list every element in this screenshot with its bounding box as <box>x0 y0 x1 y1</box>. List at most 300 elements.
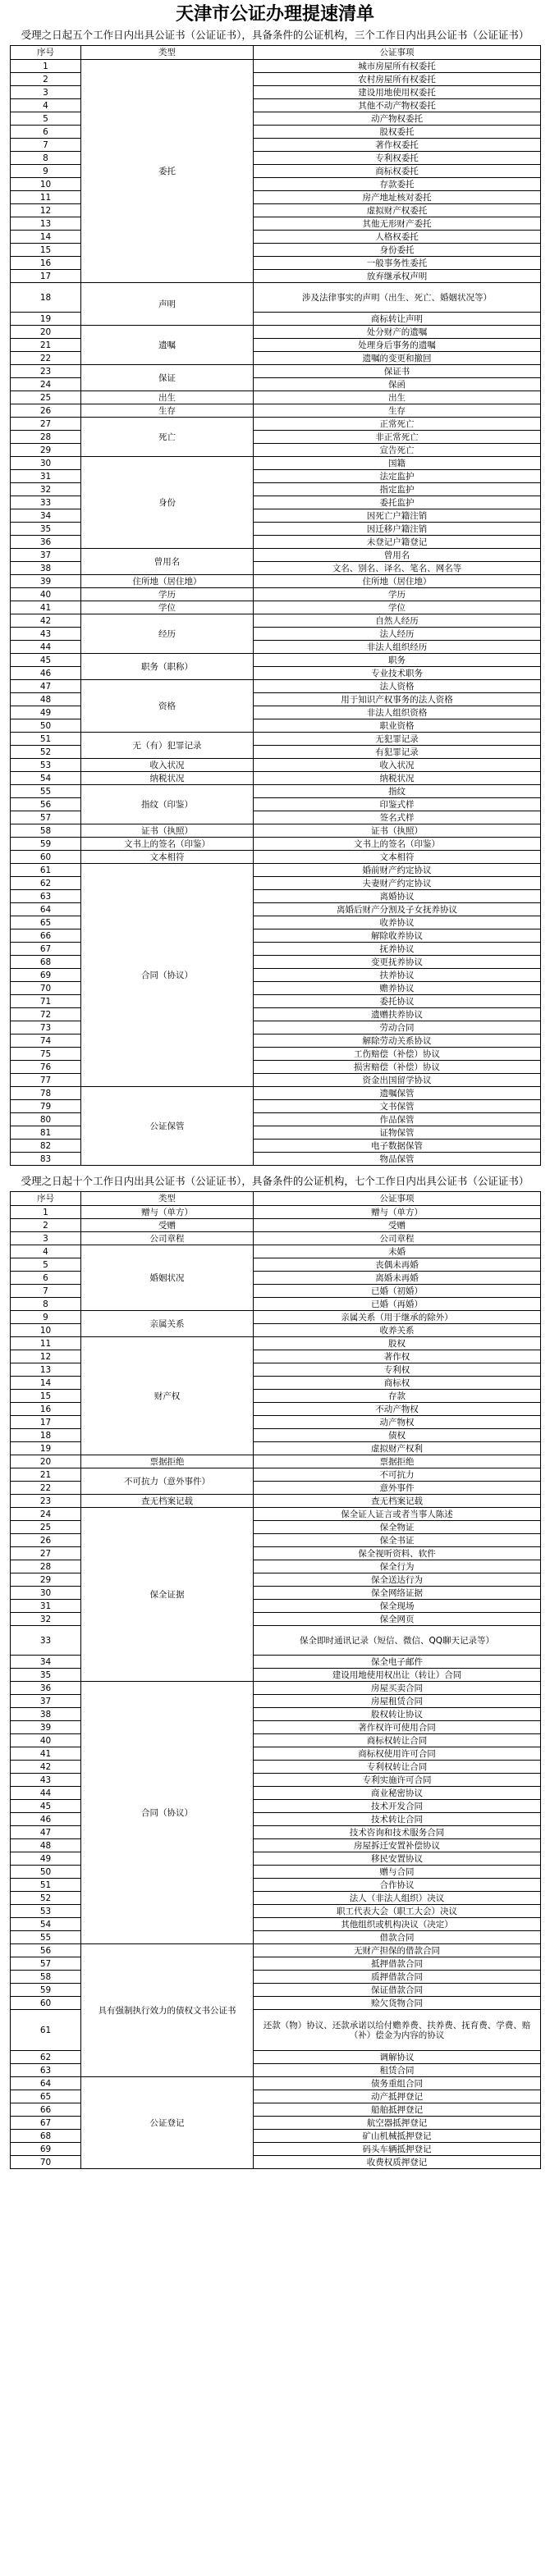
row-number: 18 <box>11 1429 81 1442</box>
row-number: 11 <box>11 191 81 204</box>
section-1-rows <box>11 60 541 1166</box>
row-item: 因死亡户籍注销 <box>254 509 541 523</box>
table-row <box>11 575 541 588</box>
row-number: 34 <box>11 1656 81 1669</box>
row-type: 指纹（印鉴） <box>81 785 254 824</box>
row-item: 指纹 <box>254 785 541 798</box>
table-row <box>11 1495 541 1508</box>
row-number: 2 <box>11 73 81 86</box>
row-number: 55 <box>11 785 81 798</box>
row-type: 婚姻状况 <box>81 1245 254 1311</box>
table-row <box>11 1219 541 1232</box>
section-1-heading: 受理之日起五个工作日内出具公证书（公证证书），具备条件的公证机构，三个工作日内出具公证书（公证证书） <box>21 29 529 41</box>
row-number: 35 <box>11 523 81 536</box>
row-item: 保全送达行为 <box>254 1573 541 1587</box>
row-type: 死亡 <box>81 418 254 457</box>
row-number: 40 <box>11 1734 81 1747</box>
row-number: 10 <box>11 1324 81 1337</box>
row-number: 2 <box>11 1219 81 1232</box>
row-item: 出生 <box>254 391 541 404</box>
row-number: 59 <box>11 1984 81 1997</box>
row-number: 67 <box>11 943 81 956</box>
row-item: 赠与合同 <box>254 1866 541 1879</box>
row-type: 具有强制执行效力的债权文书公证书 <box>81 1944 254 2077</box>
row-number: 52 <box>11 746 81 759</box>
row-number: 50 <box>11 719 81 733</box>
row-number: 77 <box>11 1074 81 1087</box>
row-item: 移民安置协议 <box>254 1852 541 1866</box>
row-number: 4 <box>11 1245 81 1258</box>
row-type: 委托 <box>81 60 254 283</box>
row-number: 69 <box>11 969 81 982</box>
row-item: 放弃继承权声明 <box>254 270 541 283</box>
row-item: 建设用地使用权委托 <box>254 86 541 99</box>
row-item: 专利实施许可合同 <box>254 1774 541 1787</box>
row-number: 64 <box>11 903 81 916</box>
table-row <box>11 60 541 73</box>
row-number: 58 <box>11 824 81 838</box>
row-item: 质押借款合同 <box>254 1971 541 1984</box>
row-number: 1 <box>11 60 81 73</box>
row-item: 赠与（单方） <box>254 1206 541 1219</box>
row-type: 无（有）犯罪记录 <box>81 733 254 759</box>
row-number: 7 <box>11 1285 81 1298</box>
row-number: 44 <box>11 641 81 654</box>
row-item: 收入状况 <box>254 759 541 772</box>
row-item: 非正常死亡 <box>254 431 541 444</box>
row-item: 码头车辆抵押登记 <box>254 2143 541 2156</box>
row-item: 文名、别名、译名、笔名、网名等 <box>254 562 541 575</box>
row-item: 房屋租赁合同 <box>254 1695 541 1708</box>
row-number: 31 <box>11 1600 81 1613</box>
row-number: 76 <box>11 1061 81 1074</box>
row-number: 66 <box>11 929 81 943</box>
row-type: 文书上的签名（印鉴） <box>81 838 254 851</box>
row-item: 夫妻财产约定协议 <box>254 877 541 890</box>
row-item: 法人（非法人组织）决议 <box>254 1892 541 1905</box>
document-page <box>10 0 540 2169</box>
row-item: 作品保管 <box>254 1113 541 1126</box>
row-number: 70 <box>11 982 81 995</box>
row-item: 专利权 <box>254 1363 541 1377</box>
table-row <box>11 759 541 772</box>
row-item: 委托监护 <box>254 496 541 509</box>
row-item: 签名式样 <box>254 811 541 824</box>
table-row <box>11 1682 541 1695</box>
row-number: 8 <box>11 152 81 165</box>
row-number: 34 <box>11 509 81 523</box>
row-number: 39 <box>11 575 81 588</box>
row-number: 14 <box>11 231 81 244</box>
row-number: 6 <box>11 126 81 139</box>
row-item: 债权 <box>254 1429 541 1442</box>
row-item: 租赁合同 <box>254 2064 541 2077</box>
row-item: 保全视听资料、软件 <box>254 1547 541 1560</box>
table-row <box>11 404 541 418</box>
row-item: 国籍 <box>254 457 541 470</box>
row-number: 11 <box>11 1337 81 1350</box>
row-type: 学位 <box>81 601 254 614</box>
row-number: 73 <box>11 1021 81 1035</box>
table-row <box>11 1455 541 1468</box>
row-item: 生存 <box>254 404 541 418</box>
table-row <box>11 1087 541 1100</box>
row-number: 17 <box>11 270 81 283</box>
row-number: 51 <box>11 1879 81 1892</box>
row-item: 抚养协议 <box>254 943 541 956</box>
row-number: 30 <box>11 1587 81 1600</box>
table-row <box>11 851 541 864</box>
row-item: 法定监护 <box>254 470 541 483</box>
table-row <box>11 614 541 628</box>
row-item: 遗赠扶养协议 <box>254 1008 541 1021</box>
table-row <box>11 772 541 785</box>
row-item: 学历 <box>254 588 541 601</box>
row-type: 合同（协议） <box>81 1682 254 1944</box>
row-item: 指定监护 <box>254 483 541 496</box>
row-number: 1 <box>11 1206 81 1219</box>
row-number: 25 <box>11 391 81 404</box>
row-item: 保全书证 <box>254 1534 541 1547</box>
row-type: 保全证据 <box>81 1508 254 1682</box>
column-header-type: 类型 <box>81 46 254 60</box>
row-item: 涉及法律事实的声明（出生、死亡、婚姻状况等） <box>254 283 541 313</box>
table-row <box>11 601 541 614</box>
table-row <box>11 457 541 470</box>
row-number: 27 <box>11 418 81 431</box>
table-row <box>11 1468 541 1482</box>
table-header-row <box>11 46 541 60</box>
row-item: 商标权委托 <box>254 165 541 178</box>
row-item: 解除劳动关系协议 <box>254 1035 541 1048</box>
row-number: 50 <box>11 1866 81 1879</box>
row-item: 处理身后事务的遗嘱 <box>254 339 541 352</box>
row-item: 自然人经历 <box>254 614 541 628</box>
row-item: 一般事务性委托 <box>254 257 541 270</box>
row-item: 职业资格 <box>254 719 541 733</box>
row-item: 著作权委托 <box>254 139 541 152</box>
row-item: 商标转让声明 <box>254 313 541 326</box>
row-number: 6 <box>11 1272 81 1285</box>
row-number: 65 <box>11 2090 81 2103</box>
table-row <box>11 864 541 877</box>
row-type: 职务（职称） <box>81 654 254 680</box>
row-number: 82 <box>11 1140 81 1153</box>
row-item: 抵押借款合同 <box>254 1957 541 1971</box>
row-number: 59 <box>11 838 81 851</box>
row-item: 已婚（初婚） <box>254 1285 541 1298</box>
row-item: 遗嘱的变更和撤回 <box>254 352 541 365</box>
row-number: 56 <box>11 798 81 811</box>
table-row <box>11 1337 541 1350</box>
row-number: 62 <box>11 2051 81 2064</box>
row-number: 60 <box>11 1997 81 2010</box>
row-item: 非法人组织资格 <box>254 706 541 719</box>
row-item: 房屋买卖合同 <box>254 1682 541 1695</box>
row-item: 扶养协议 <box>254 969 541 982</box>
row-number: 37 <box>11 549 81 562</box>
column-header-item: 公证事项 <box>254 1192 541 1206</box>
row-item: 电子数据保管 <box>254 1140 541 1153</box>
row-item: 存款委托 <box>254 178 541 191</box>
row-number: 42 <box>11 614 81 628</box>
row-number: 38 <box>11 1708 81 1721</box>
row-type: 不可抗力（意外事件） <box>81 1468 254 1495</box>
row-number: 47 <box>11 1826 81 1839</box>
row-item: 收费权质押登记 <box>254 2156 541 2169</box>
row-number: 55 <box>11 1931 81 1944</box>
row-number: 32 <box>11 483 81 496</box>
column-header-no: 序号 <box>11 1192 81 1206</box>
row-number: 71 <box>11 995 81 1008</box>
row-item: 股权委托 <box>254 126 541 139</box>
row-number: 23 <box>11 365 81 378</box>
row-type: 收入状况 <box>81 759 254 772</box>
row-number: 74 <box>11 1035 81 1048</box>
row-item: 未婚 <box>254 1245 541 1258</box>
row-number: 48 <box>11 693 81 706</box>
row-number: 4 <box>11 99 81 112</box>
row-item: 已婚（再婚） <box>254 1298 541 1311</box>
row-number: 68 <box>11 2130 81 2143</box>
row-number: 56 <box>11 1944 81 1957</box>
row-type: 学历 <box>81 588 254 601</box>
row-number: 28 <box>11 431 81 444</box>
row-item: 遗嘱保管 <box>254 1087 541 1100</box>
row-number: 40 <box>11 588 81 601</box>
row-number: 21 <box>11 339 81 352</box>
row-item: 保全电子邮件 <box>254 1656 541 1669</box>
table-row <box>11 1245 541 1258</box>
row-number: 43 <box>11 628 81 641</box>
row-item: 赡养协议 <box>254 982 541 995</box>
row-number: 15 <box>11 1390 81 1403</box>
row-item: 专利权委托 <box>254 152 541 165</box>
row-item: 房产地址核对委托 <box>254 191 541 204</box>
row-item: 劳动合同 <box>254 1021 541 1035</box>
row-item: 受赠 <box>254 1219 541 1232</box>
row-type: 遗嘱 <box>81 326 254 365</box>
row-type: 财产权 <box>81 1337 254 1455</box>
section-2-table <box>10 1191 541 2169</box>
row-item: 技术开发合同 <box>254 1800 541 1813</box>
row-item: 纳税状况 <box>254 772 541 785</box>
row-item: 票据拒绝 <box>254 1455 541 1468</box>
section-2-rows <box>11 1206 541 2169</box>
row-number: 41 <box>11 601 81 614</box>
row-type: 曾用名 <box>81 549 254 575</box>
row-number: 3 <box>11 86 81 99</box>
row-number: 22 <box>11 1482 81 1495</box>
row-type: 公证保管 <box>81 1087 254 1166</box>
row-number: 57 <box>11 811 81 824</box>
row-number: 53 <box>11 759 81 772</box>
table-row <box>11 733 541 746</box>
row-item: 保全网络证据 <box>254 1587 541 1600</box>
table-header-row <box>11 1192 541 1206</box>
row-number: 41 <box>11 1747 81 1761</box>
row-number: 13 <box>11 217 81 231</box>
table-row <box>11 1206 541 1219</box>
row-number: 8 <box>11 1298 81 1311</box>
row-number: 72 <box>11 1008 81 1021</box>
row-item: 无犯罪记录 <box>254 733 541 746</box>
row-number: 30 <box>11 457 81 470</box>
row-number: 81 <box>11 1126 81 1140</box>
row-number: 25 <box>11 1521 81 1534</box>
row-number: 12 <box>11 1350 81 1363</box>
row-number: 36 <box>11 1682 81 1695</box>
row-item: 非法人组织经历 <box>254 641 541 654</box>
row-number: 17 <box>11 1416 81 1429</box>
row-item: 虚拟财产权利 <box>254 1442 541 1455</box>
column-header-type: 类型 <box>81 1192 254 1206</box>
row-item: 离婚后财产分割及子女抚养协议 <box>254 903 541 916</box>
row-item: 处分财产的遗嘱 <box>254 326 541 339</box>
row-item: 保全物证 <box>254 1521 541 1534</box>
row-item: 亲属关系（用于继承的除外） <box>254 1311 541 1324</box>
row-number: 83 <box>11 1153 81 1166</box>
row-number: 46 <box>11 667 81 680</box>
row-item: 商标权转让合同 <box>254 1734 541 1747</box>
row-type: 身份 <box>81 457 254 549</box>
row-number: 58 <box>11 1971 81 1984</box>
row-item: 正常死亡 <box>254 418 541 431</box>
row-item: 城市房屋所有权委托 <box>254 60 541 73</box>
row-item: 房屋拆迁安置补偿协议 <box>254 1839 541 1852</box>
row-item: 身份委托 <box>254 244 541 257</box>
row-number: 49 <box>11 1852 81 1866</box>
row-item: 调解协议 <box>254 2051 541 2064</box>
row-item: 其他组织或机构决议（决定） <box>254 1918 541 1931</box>
row-item: 技术转让合同 <box>254 1813 541 1826</box>
row-type: 合同（协议） <box>81 864 254 1087</box>
row-number: 66 <box>11 2103 81 2117</box>
row-item: 未登记户籍登记 <box>254 536 541 549</box>
row-item: 船舶抵押登记 <box>254 2103 541 2117</box>
row-number: 24 <box>11 1508 81 1521</box>
row-item: 证物保管 <box>254 1126 541 1140</box>
row-type: 查无档案记载 <box>81 1495 254 1508</box>
row-number: 47 <box>11 680 81 693</box>
row-number: 13 <box>11 1363 81 1377</box>
row-item: 法人资格 <box>254 680 541 693</box>
row-item: 动产抵押登记 <box>254 2090 541 2103</box>
row-item: 动产物权委托 <box>254 112 541 126</box>
row-number: 51 <box>11 733 81 746</box>
table-row <box>11 2077 541 2090</box>
row-number: 26 <box>11 1534 81 1547</box>
row-number: 43 <box>11 1774 81 1787</box>
row-number: 10 <box>11 178 81 191</box>
row-item: 合作协议 <box>254 1879 541 1892</box>
row-item: 保全现场 <box>254 1600 541 1613</box>
row-item: 文书上的签名（印鉴） <box>254 838 541 851</box>
table-row <box>11 418 541 431</box>
row-number: 31 <box>11 470 81 483</box>
table-row <box>11 785 541 798</box>
row-number: 9 <box>11 165 81 178</box>
row-type: 生存 <box>81 404 254 418</box>
row-item: 技术咨询和技术服务合同 <box>254 1826 541 1839</box>
row-type: 受赠 <box>81 1219 254 1232</box>
row-number: 57 <box>11 1957 81 1971</box>
row-number: 28 <box>11 1560 81 1573</box>
row-number: 67 <box>11 2117 81 2130</box>
row-number: 63 <box>11 2064 81 2077</box>
row-item: 物品保管 <box>254 1153 541 1166</box>
row-number: 53 <box>11 1905 81 1918</box>
table-row <box>11 680 541 693</box>
row-type: 公司章程 <box>81 1232 254 1245</box>
row-item: 保全证人证言或者当事人陈述 <box>254 1508 541 1521</box>
row-item: 丧偶未再婚 <box>254 1258 541 1272</box>
row-number: 48 <box>11 1839 81 1852</box>
row-item: 无财产担保的借款合同 <box>254 1944 541 1957</box>
row-type: 证书（执照） <box>81 824 254 838</box>
row-type: 保证 <box>81 365 254 391</box>
row-type: 文本相符 <box>81 851 254 864</box>
row-item: 商业秘密协议 <box>254 1787 541 1800</box>
row-number: 20 <box>11 326 81 339</box>
row-item: 委托协议 <box>254 995 541 1008</box>
row-item: 查无档案记载 <box>254 1495 541 1508</box>
row-item: 意外事件 <box>254 1482 541 1495</box>
section-2-heading: 受理之日起十个工作日内出具公证书（公证证书），具备条件的公证机构，七个工作日内出具公证书（公证证书） <box>21 1175 529 1187</box>
row-number: 33 <box>11 496 81 509</box>
row-item: 收养协议 <box>254 916 541 929</box>
row-number: 62 <box>11 877 81 890</box>
row-number: 65 <box>11 916 81 929</box>
row-item: 借款合同 <box>254 1931 541 1944</box>
row-number: 23 <box>11 1495 81 1508</box>
row-type: 纳税状况 <box>81 772 254 785</box>
column-header-no: 序号 <box>11 46 81 60</box>
row-number: 79 <box>11 1100 81 1113</box>
row-number: 5 <box>11 1258 81 1272</box>
row-item: 商标权 <box>254 1377 541 1390</box>
row-item: 宣告死亡 <box>254 444 541 457</box>
table-row <box>11 824 541 838</box>
row-item: 矿山机械抵押登记 <box>254 2130 541 2143</box>
row-item: 保证借款合同 <box>254 1984 541 1997</box>
row-number: 54 <box>11 1918 81 1931</box>
document-title: 天津市公证办理提速清单 <box>175 3 374 25</box>
row-item: 解除收养协议 <box>254 929 541 943</box>
row-type: 资格 <box>81 680 254 733</box>
row-number: 19 <box>11 313 81 326</box>
row-number: 49 <box>11 706 81 719</box>
row-number: 80 <box>11 1113 81 1126</box>
row-item: 职务 <box>254 654 541 667</box>
row-number: 78 <box>11 1087 81 1100</box>
row-item: 婚前财产约定协议 <box>254 864 541 877</box>
row-number: 19 <box>11 1442 81 1455</box>
row-number: 61 <box>11 864 81 877</box>
row-number: 26 <box>11 404 81 418</box>
row-number: 27 <box>11 1547 81 1560</box>
row-item: 离婚未再婚 <box>254 1272 541 1285</box>
row-item: 虚拟财产权委托 <box>254 204 541 217</box>
row-item: 建设用地使用权出让（转让）合同 <box>254 1669 541 1682</box>
row-item: 股权 <box>254 1337 541 1350</box>
row-number: 24 <box>11 378 81 391</box>
table-row <box>11 391 541 404</box>
row-item: 保全行为 <box>254 1560 541 1573</box>
table-row <box>11 838 541 851</box>
row-type: 票据拒绝 <box>81 1455 254 1468</box>
row-number: 5 <box>11 112 81 126</box>
